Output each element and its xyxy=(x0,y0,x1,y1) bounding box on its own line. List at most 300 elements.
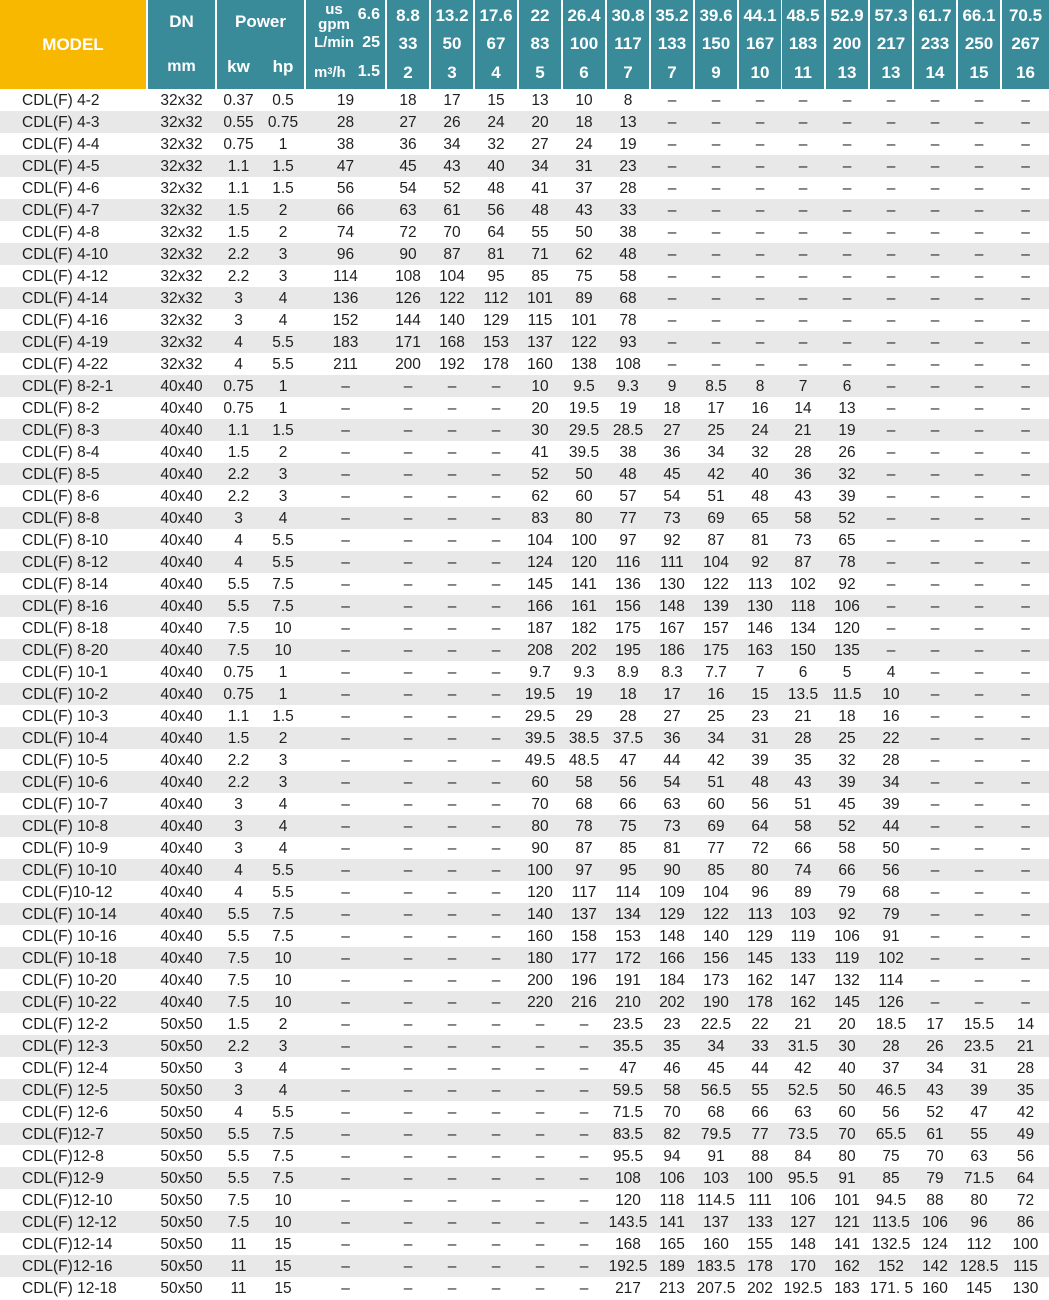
head-cell: – xyxy=(974,972,984,989)
head-cell: – xyxy=(341,422,350,439)
hp-cell: 15 xyxy=(274,1280,292,1297)
head-cell: 85 xyxy=(531,268,549,285)
head-cell: – xyxy=(930,620,940,637)
hp-cell: 7.5 xyxy=(272,1148,294,1165)
flow-gpm-value: 8.8 xyxy=(396,6,420,25)
head-cell: 184 xyxy=(659,972,685,989)
head-cell: 65 xyxy=(838,532,856,549)
head-cell: – xyxy=(535,1082,545,1099)
flow-column-header xyxy=(914,0,956,89)
head-cell: 63 xyxy=(663,796,681,813)
head-cell: 71.5 xyxy=(612,1104,644,1121)
head-cell: – xyxy=(491,752,501,769)
model-cell: CDL(F) 10-2 xyxy=(22,686,109,703)
head-cell: – xyxy=(886,92,896,109)
head-cell: 167 xyxy=(659,620,685,637)
head-cell: 8.9 xyxy=(617,664,639,681)
model-cell: CDL(F) 12-4 xyxy=(22,1060,109,1077)
head-cell: 42 xyxy=(1016,1104,1035,1121)
head-cell: – xyxy=(974,136,984,153)
head-cell: 65.5 xyxy=(875,1126,907,1143)
head-cell: – xyxy=(403,1082,413,1099)
head-cell: – xyxy=(974,224,984,241)
head-cell: 59.5 xyxy=(612,1082,644,1099)
table-row xyxy=(0,375,1049,397)
head-cell: 20 xyxy=(838,1016,856,1033)
head-cell: – xyxy=(341,1082,350,1099)
head-cell: 118 xyxy=(790,598,816,615)
flow-gpm-value: 39.6 xyxy=(699,6,733,25)
table-row xyxy=(0,793,1049,815)
head-cell: 124 xyxy=(922,1236,948,1253)
table-row xyxy=(0,617,1049,639)
head-cell: 178 xyxy=(747,1258,773,1275)
head-cell: – xyxy=(491,1214,501,1231)
head-cell: – xyxy=(1021,840,1030,857)
head-cell: 77 xyxy=(707,840,725,857)
flow-gpm-value: 26.4 xyxy=(567,6,601,25)
flow-lmin-value: 133 xyxy=(657,34,687,53)
kw-cell: 1.1 xyxy=(227,422,250,439)
head-cell: – xyxy=(491,576,501,593)
model-cell: CDL(F) 10-3 xyxy=(22,708,109,725)
head-cell: – xyxy=(535,1258,545,1275)
head-cell: 22.5 xyxy=(700,1016,732,1033)
head-cell: 28.5 xyxy=(612,422,644,439)
model-cell: CDL(F) 10-1 xyxy=(22,664,109,681)
head-cell: – xyxy=(403,1148,413,1165)
head-cell: 196 xyxy=(571,972,597,989)
head-cell: – xyxy=(886,202,896,219)
head-cell: – xyxy=(886,158,896,175)
table-row xyxy=(0,837,1049,859)
dn-cell: 32x32 xyxy=(160,334,203,351)
head-cell: – xyxy=(341,466,350,483)
head-cell: – xyxy=(1021,114,1030,131)
head-cell: 85 xyxy=(882,1170,900,1187)
model-cell: CDL(F) 10-20 xyxy=(22,972,117,989)
head-cell: – xyxy=(1021,642,1030,659)
head-cell: 141 xyxy=(834,1236,860,1253)
head-cell: – xyxy=(974,862,984,879)
flow-lmin-value: 183 xyxy=(788,34,818,53)
table-row xyxy=(0,683,1049,705)
head-cell: – xyxy=(447,1214,457,1231)
head-cell: – xyxy=(667,180,677,197)
flow-column-header xyxy=(519,0,561,89)
hp-cell: 10 xyxy=(274,994,292,1011)
head-cell: – xyxy=(491,1280,501,1297)
head-cell: – xyxy=(491,510,501,527)
head-cell: 132 xyxy=(834,972,860,989)
model-cell: CDL(F) 8-18 xyxy=(22,620,109,637)
head-cell: 37 xyxy=(575,180,593,197)
head-cell: – xyxy=(974,620,984,637)
head-cell: 112 xyxy=(483,290,509,307)
head-cell: – xyxy=(974,928,984,945)
head-cell: – xyxy=(886,356,896,373)
head-cell: 124 xyxy=(527,554,553,571)
head-cell: 14 xyxy=(794,400,812,417)
head-cell: – xyxy=(403,730,413,747)
kw-cell: 5.5 xyxy=(227,928,250,945)
model-cell: CDL(F) 12-18 xyxy=(22,1280,117,1297)
flow-gpm-value: 66.1 xyxy=(962,6,996,25)
head-cell: – xyxy=(667,114,677,131)
head-cell: – xyxy=(667,202,677,219)
head-cell: 129 xyxy=(747,928,773,945)
head-cell: – xyxy=(974,686,984,703)
head-cell: 15.5 xyxy=(963,1016,995,1033)
head-cell: 136 xyxy=(332,290,359,307)
head-cell: 55 xyxy=(531,224,549,241)
dn-cell: 50x50 xyxy=(160,1082,203,1099)
head-cell: – xyxy=(491,884,501,901)
unit-gpm-label: us gpm xyxy=(318,1,350,33)
model-header-label: MODEL xyxy=(42,34,104,54)
head-cell: 102 xyxy=(790,576,816,593)
head-cell: 36 xyxy=(663,730,681,747)
head-cell: – xyxy=(403,950,413,967)
head-cell: 60 xyxy=(575,488,593,505)
head-cell: – xyxy=(341,994,350,1011)
head-cell: 163 xyxy=(747,642,773,659)
table-row xyxy=(0,1035,1049,1057)
head-cell: 86 xyxy=(1016,1214,1035,1231)
head-cell: 165 xyxy=(659,1236,685,1253)
flow-m3h-value: 9 xyxy=(711,63,721,82)
head-cell: 52 xyxy=(443,180,461,197)
head-cell: – xyxy=(447,1236,457,1253)
head-cell: – xyxy=(491,378,501,395)
head-cell: – xyxy=(491,730,501,747)
head-cell: 120 xyxy=(571,554,597,571)
head-cell: – xyxy=(842,224,852,241)
head-cell: 177 xyxy=(571,950,597,967)
head-cell: 39.5 xyxy=(524,730,556,747)
unit-m3h-label xyxy=(314,64,346,82)
head-cell: 126 xyxy=(878,994,904,1011)
head-cell: – xyxy=(403,1126,413,1143)
head-cell: – xyxy=(1021,928,1030,945)
table-row xyxy=(0,1189,1049,1211)
model-cell: CDL(F) 4-4 xyxy=(22,136,100,153)
head-cell: – xyxy=(535,1016,545,1033)
model-cell: CDL(F)12-16 xyxy=(22,1258,113,1275)
hp-cell: 10 xyxy=(274,1192,292,1209)
dn-cell: 40x40 xyxy=(160,994,203,1011)
head-cell: – xyxy=(974,642,984,659)
kw-cell: 3 xyxy=(234,312,243,329)
unit-m3h-prefix: m xyxy=(314,64,328,81)
head-cell: 6 xyxy=(842,378,852,395)
model-cell: CDL(F) 12-3 xyxy=(22,1038,109,1055)
head-cell: 101 xyxy=(527,290,553,307)
head-cell: 140 xyxy=(527,906,553,923)
head-cell: 172 xyxy=(615,950,641,967)
head-cell: 31 xyxy=(751,730,769,747)
head-cell: – xyxy=(886,224,896,241)
model-cell: CDL(F) 10-6 xyxy=(22,774,109,791)
flow-lmin-value: 267 xyxy=(1011,34,1040,53)
flow-column-header xyxy=(563,0,605,89)
head-cell: 9 xyxy=(667,378,677,395)
head-cell: – xyxy=(403,796,413,813)
head-cell: – xyxy=(974,708,984,725)
head-cell: 156 xyxy=(703,950,729,967)
head-cell: 91 xyxy=(838,1170,856,1187)
head-cell: 114 xyxy=(333,268,358,285)
head-cell: 100 xyxy=(571,532,597,549)
head-cell: 100 xyxy=(747,1170,773,1187)
head-cell: 7.7 xyxy=(705,664,727,681)
head-cell: – xyxy=(1021,444,1030,461)
hp-cell: 3 xyxy=(278,752,288,769)
head-cell: – xyxy=(974,356,984,373)
head-cell: – xyxy=(447,532,457,549)
table-row xyxy=(0,155,1049,177)
head-cell: – xyxy=(341,1258,350,1275)
head-cell: – xyxy=(491,686,501,703)
head-cell: 80 xyxy=(575,510,593,527)
kw-cell: 7.5 xyxy=(227,972,250,989)
head-cell: 56 xyxy=(336,180,355,197)
head-cell: – xyxy=(341,840,350,857)
head-cell: 80 xyxy=(838,1148,856,1165)
head-cell: – xyxy=(403,884,413,901)
kw-cell: 3 xyxy=(234,818,243,835)
head-cell: 45 xyxy=(399,158,417,175)
flow-gpm-value: 30.8 xyxy=(611,6,645,25)
kw-cell: 7.5 xyxy=(227,1214,250,1231)
head-cell: – xyxy=(447,972,457,989)
kw-cell: 5.5 xyxy=(227,1170,250,1187)
kw-cell: 3 xyxy=(234,796,243,813)
head-cell: – xyxy=(341,510,350,527)
hp-cell: 7.5 xyxy=(272,1170,294,1187)
head-cell: – xyxy=(930,180,940,197)
head-cell: – xyxy=(1021,774,1030,791)
head-cell: – xyxy=(930,246,940,263)
head-cell: – xyxy=(886,114,896,131)
head-cell: 28 xyxy=(794,444,812,461)
head-cell: 44 xyxy=(751,1060,769,1077)
hp-cell: 10 xyxy=(274,950,292,967)
head-cell: – xyxy=(974,730,984,747)
head-cell: 41 xyxy=(531,444,549,461)
flow-lmin-value: 167 xyxy=(745,34,775,53)
head-cell: 182 xyxy=(571,620,597,637)
head-cell: – xyxy=(403,510,413,527)
head-cell: – xyxy=(579,1192,589,1209)
hp-cell: 3 xyxy=(278,466,288,483)
model-header xyxy=(0,0,146,89)
model-cell: CDL(F) 8-12 xyxy=(22,554,109,571)
head-cell: – xyxy=(535,1126,545,1143)
head-cell: 192 xyxy=(439,356,465,373)
head-cell: – xyxy=(403,1236,413,1253)
head-cell: – xyxy=(403,994,413,1011)
hp-cell: 1 xyxy=(278,664,288,681)
table-row xyxy=(0,881,1049,903)
model-cell: CDL(F) 12-5 xyxy=(22,1082,109,1099)
kw-cell: 4 xyxy=(234,356,243,373)
head-cell: 130 xyxy=(1012,1280,1039,1297)
head-cell: 64 xyxy=(751,818,769,835)
head-cell: – xyxy=(491,1236,501,1253)
dn-cell: 40x40 xyxy=(160,906,203,923)
head-cell: 71 xyxy=(531,246,549,263)
head-cell: – xyxy=(403,1214,413,1231)
head-cell: 52 xyxy=(838,818,856,835)
head-cell: 73 xyxy=(663,510,681,527)
head-cell: – xyxy=(711,246,721,263)
head-cell: – xyxy=(886,620,896,637)
head-cell: 28 xyxy=(336,114,355,131)
table-row xyxy=(0,1255,1049,1277)
head-cell: – xyxy=(403,1192,413,1209)
head-cell: – xyxy=(886,554,896,571)
head-cell: 122 xyxy=(571,334,597,351)
power-header-label: Power xyxy=(234,12,287,31)
dn-cell: 40x40 xyxy=(160,686,203,703)
head-cell: – xyxy=(403,598,413,615)
dn-cell: 40x40 xyxy=(160,466,203,483)
table-row xyxy=(0,1145,1049,1167)
head-cell: – xyxy=(755,246,765,263)
table-row xyxy=(0,551,1049,573)
head-cell: 44 xyxy=(882,818,900,835)
head-cell: – xyxy=(886,268,896,285)
head-cell: 190 xyxy=(703,994,729,1011)
head-cell: – xyxy=(711,136,721,153)
head-cell: 32 xyxy=(838,466,856,483)
head-cell: – xyxy=(535,1148,545,1165)
kw-cell: 11 xyxy=(230,1258,247,1275)
head-cell: – xyxy=(1021,708,1030,725)
head-cell: – xyxy=(535,1214,545,1231)
head-cell: 36 xyxy=(794,466,812,483)
table-row xyxy=(0,749,1049,771)
head-cell: – xyxy=(755,356,765,373)
head-cell: 146 xyxy=(747,620,773,637)
dn-cell: 40x40 xyxy=(160,576,203,593)
head-cell: – xyxy=(491,664,501,681)
table-row xyxy=(0,639,1049,661)
hp-cell: 2 xyxy=(278,730,288,747)
model-cell: CDL(F) 8-3 xyxy=(22,422,100,439)
model-cell: CDL(F) 4-10 xyxy=(22,246,109,263)
head-cell: – xyxy=(447,664,457,681)
dn-cell: 40x40 xyxy=(160,730,203,747)
head-cell: – xyxy=(1021,532,1030,549)
head-cell: 150 xyxy=(790,642,816,659)
head-cell: 48 xyxy=(619,246,637,263)
head-cell: 28 xyxy=(882,752,900,769)
head-cell: 48 xyxy=(619,466,637,483)
kw-cell: 3 xyxy=(234,1082,243,1099)
head-cell: 96 xyxy=(336,246,355,263)
flow-gpm-value: 17.6 xyxy=(479,6,513,25)
head-cell: – xyxy=(1021,972,1030,989)
head-cell: 19.5 xyxy=(568,400,600,417)
head-cell: 162 xyxy=(747,972,773,989)
model-cell: CDL(F) 4-2 xyxy=(22,92,100,109)
kw-cell: 1.5 xyxy=(227,224,250,241)
head-cell: 55 xyxy=(751,1082,769,1099)
head-cell: 4 xyxy=(886,664,896,681)
head-cell: – xyxy=(974,752,984,769)
dn-cell: 40x40 xyxy=(160,598,203,615)
head-cell: 139 xyxy=(703,598,729,615)
head-cell: – xyxy=(447,994,457,1011)
model-cell: CDL(F) 8-4 xyxy=(22,444,100,461)
hp-cell: 5.5 xyxy=(272,1104,294,1121)
model-cell: CDL(F)12-8 xyxy=(22,1148,104,1165)
head-cell: – xyxy=(974,994,984,1011)
head-cell: – xyxy=(930,532,940,549)
hp-header xyxy=(262,45,304,89)
head-cell: 15 xyxy=(487,92,505,109)
flow-column-header xyxy=(958,0,1000,89)
hp-cell: 7.5 xyxy=(272,576,294,593)
head-cell: 92 xyxy=(751,554,769,571)
head-cell: 48 xyxy=(487,180,505,197)
head-cell: 43 xyxy=(443,158,461,175)
kw-cell: 1.5 xyxy=(227,730,250,747)
head-cell: 32 xyxy=(487,136,505,153)
hp-cell: 3 xyxy=(278,268,288,285)
dn-cell: 50x50 xyxy=(160,1104,203,1121)
head-cell: 60 xyxy=(531,774,549,791)
table-row xyxy=(0,903,1049,925)
head-cell: 140 xyxy=(439,312,465,329)
dn-cell: 40x40 xyxy=(160,950,203,967)
head-cell: 52 xyxy=(531,466,549,483)
dn-cell: 50x50 xyxy=(160,1060,203,1077)
head-cell: – xyxy=(491,906,501,923)
head-cell: – xyxy=(974,290,984,307)
hp-cell: 1 xyxy=(278,400,288,417)
head-cell: – xyxy=(1021,268,1030,285)
flow-gpm-value: 35.2 xyxy=(655,6,689,25)
dn-cell: 40x40 xyxy=(160,422,203,439)
dn-unit-label: mm xyxy=(167,58,196,75)
head-cell: 43 xyxy=(575,202,593,219)
kw-cell: 2.2 xyxy=(227,752,250,769)
head-cell: 28 xyxy=(794,730,812,747)
head-cell: 137 xyxy=(703,1214,729,1231)
head-cell: – xyxy=(798,158,808,175)
head-cell: – xyxy=(667,136,677,153)
head-cell: 34 xyxy=(707,730,725,747)
head-cell: – xyxy=(447,796,457,813)
head-cell: 21 xyxy=(794,422,812,439)
head-cell: – xyxy=(579,1170,589,1187)
flow-gpm-value: 61.7 xyxy=(918,6,952,25)
model-cell: CDL(F) 8-2 xyxy=(22,400,100,417)
head-cell: – xyxy=(842,334,852,351)
head-cell: – xyxy=(1021,92,1030,109)
head-cell: – xyxy=(842,312,852,329)
flow-lmin-value: 150 xyxy=(701,34,731,53)
kw-cell: 2.2 xyxy=(227,246,250,263)
head-cell: 62 xyxy=(575,246,593,263)
head-cell: 32 xyxy=(751,444,769,461)
head-cell: – xyxy=(403,466,413,483)
model-cell: CDL(F) 8-6 xyxy=(22,488,100,505)
table-row xyxy=(0,265,1049,287)
